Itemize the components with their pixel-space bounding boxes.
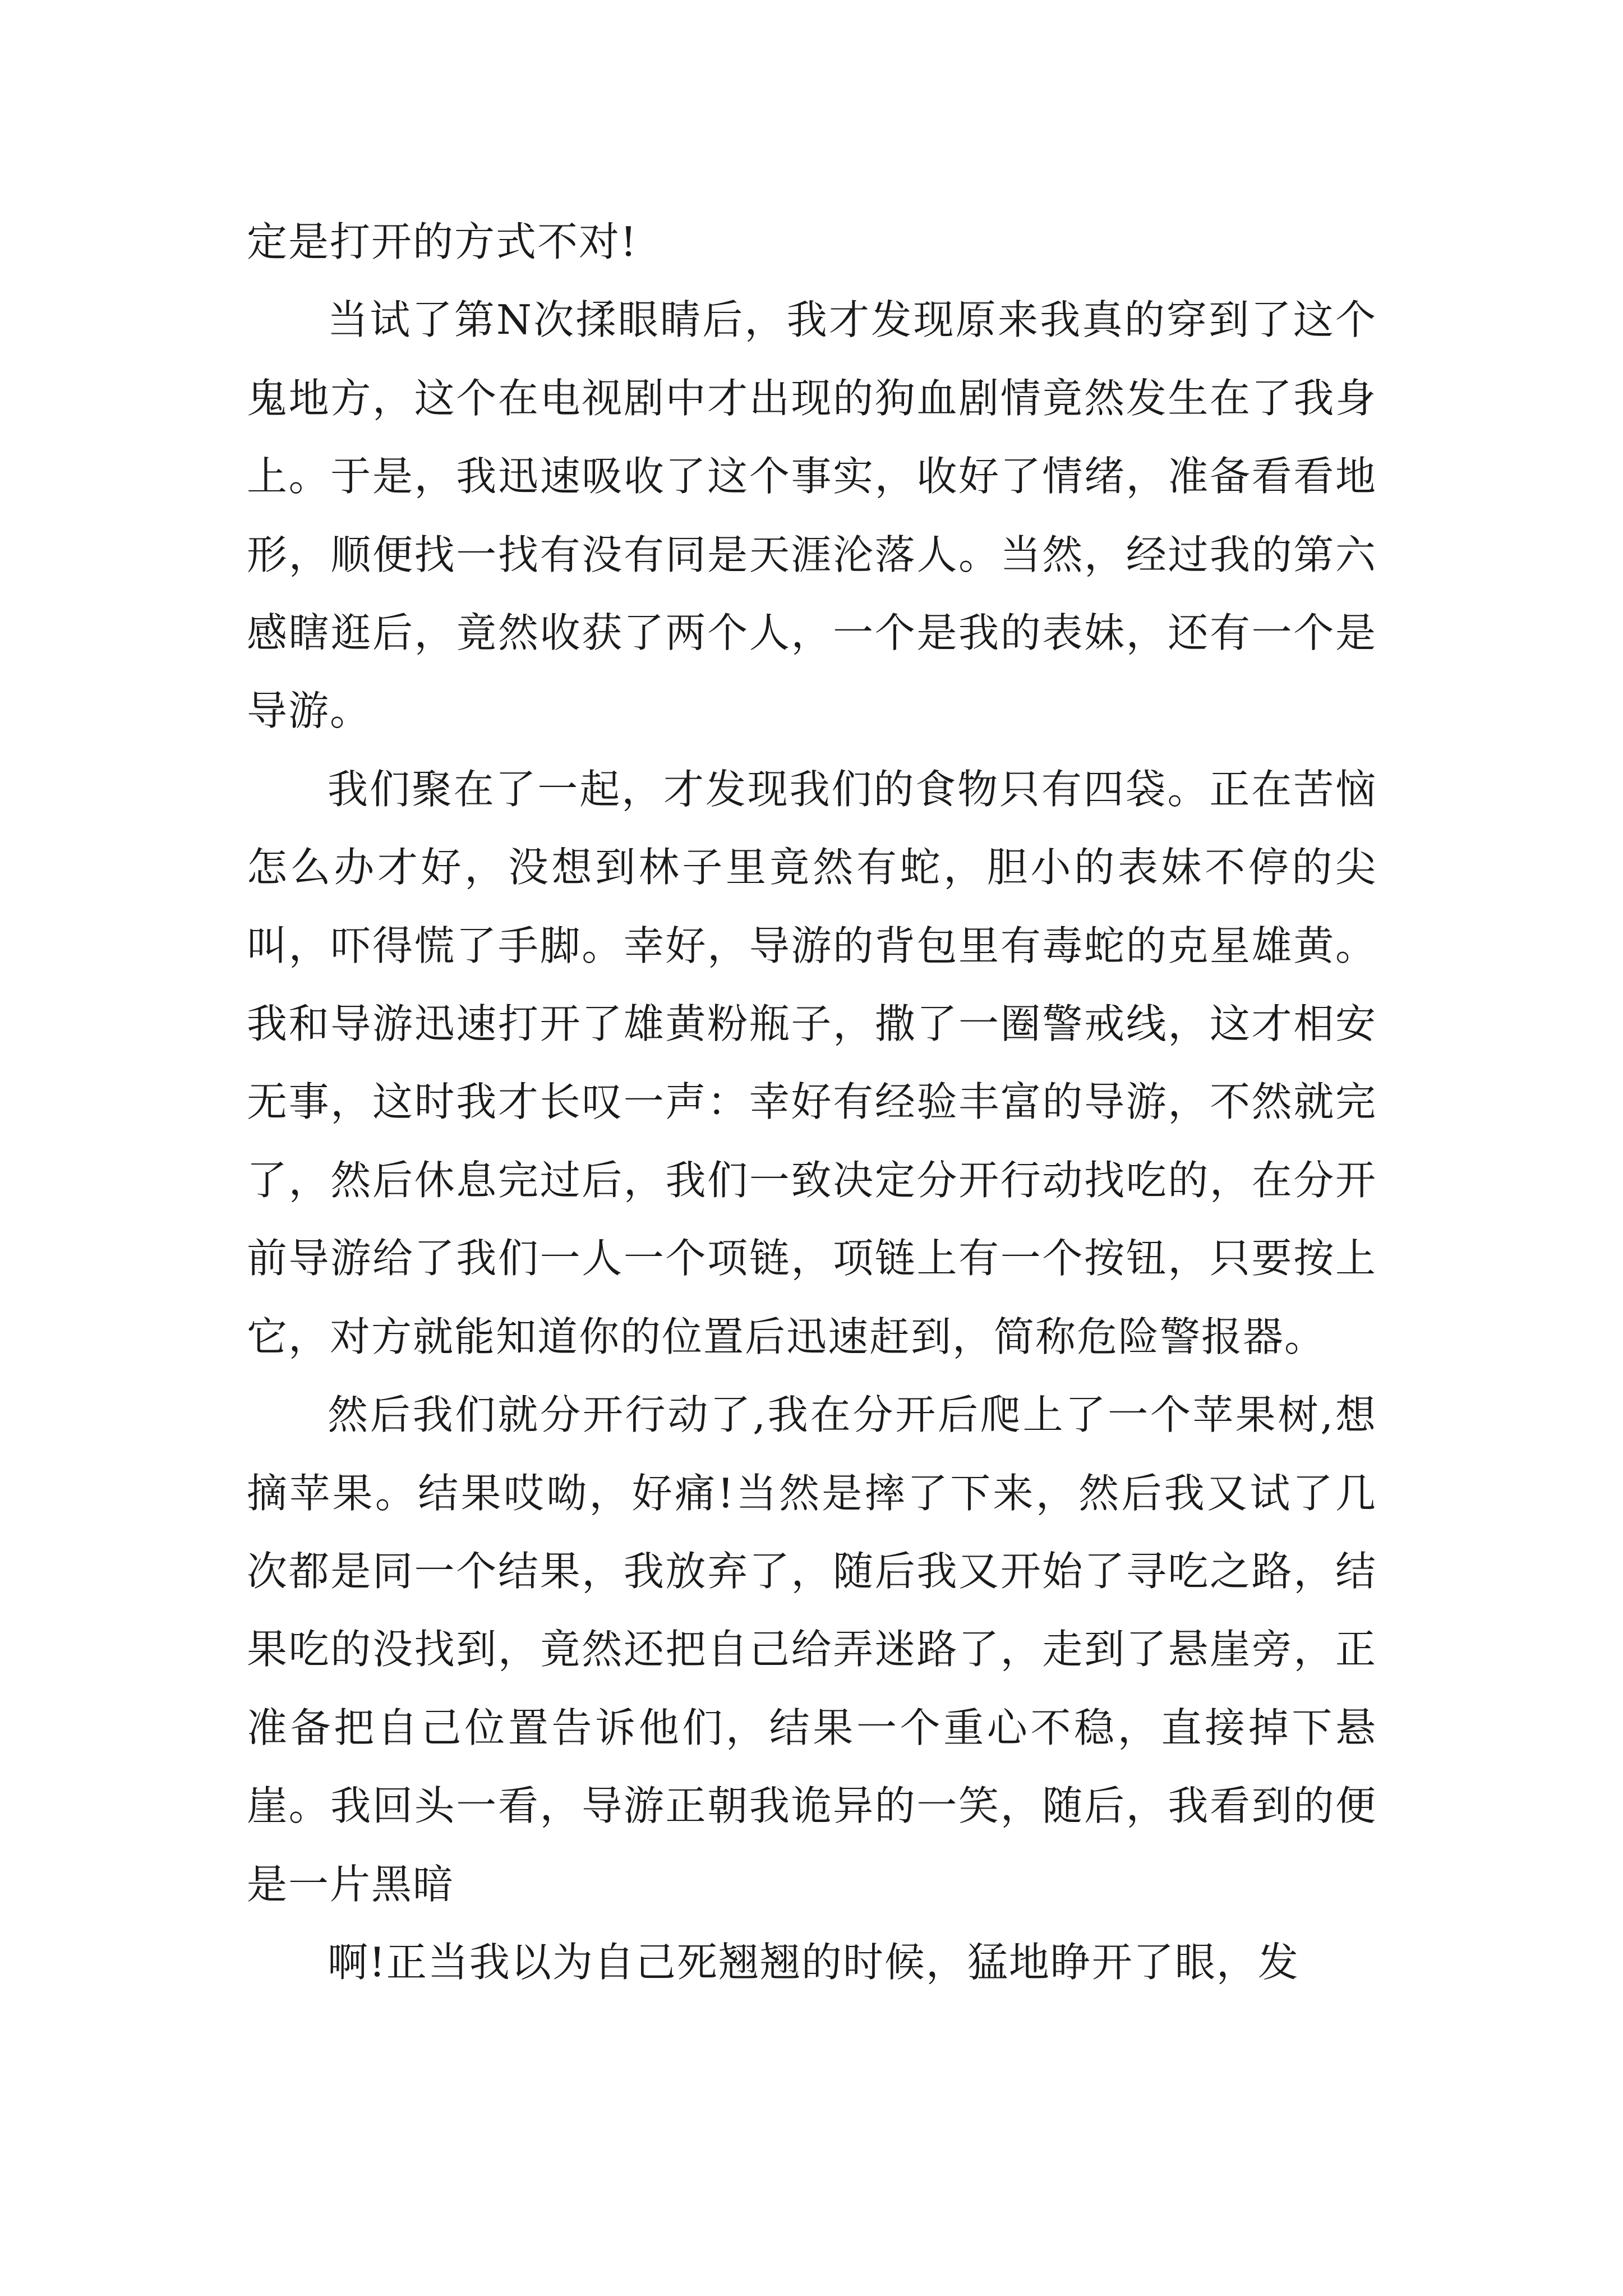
document-body bbox=[247, 203, 1377, 2001]
paragraph-5: 啊!正当我以为自己死翘翘的时候，猛地睁开了眼，发 bbox=[328, 1938, 1299, 1986]
paragraph-1: 定是打开的方式不对! bbox=[247, 218, 638, 265]
paragraph-3: 我们聚在了一起，才发现我们的食物只有四袋。正在苦恼怎么办才好，没想到林子里竟然有蛇，胆小的表妹不停的尖叫，吓得慌了手脚。幸好，导游的背包里有毒蛇的克星雄黄。我和导游迅速打开了雄黄粉瓶子，撒了一圈警戒线，这才相安无事，这时我才长叹一声：幸好有经验丰富的导游，不然就完了，然后休息完过后，我们一致决定分开行动找吃的，在分开前导游给了我们一人一个项链，项链上有一个按钮，只要按上它，对方就能知道你的位置后迅速赶到，简称危险警报器。 bbox=[247, 765, 1377, 1360]
paragraph-4: 然后我们就分开行动了,我在分开后爬上了一个苹果树,想摘苹果。结果哎呦，好痛!当然是摔了下来，然后我又试了几次都是同一个结果，我放弃了，随后我又开始了寻吃之路，结果吃的没找到，竟然还把自己给弄迷路了，走到了悬崖旁，正准备把自己位置告诉他们，结果一个重心不稳，直接掉下悬崖。我回头一看，导游正朝我诡异的一笑，随后，我看到的便是一片黑暗 bbox=[247, 1391, 1377, 1908]
paragraph-2: 当试了第N次揉眼睛后，我才发现原来我真的穿到了这个鬼地方，这个在电视剧中才出现的狗血剧情竟然发生在了我身上。于是，我迅速吸收了这个事实，收好了情绪，准备看看地形，顺便找一找有没有同是天涯沦落人。当然，经过我的第六感瞎逛后，竟然收获了两个人，一个是我的表妹，还有一个是导游。 bbox=[247, 296, 1377, 735]
